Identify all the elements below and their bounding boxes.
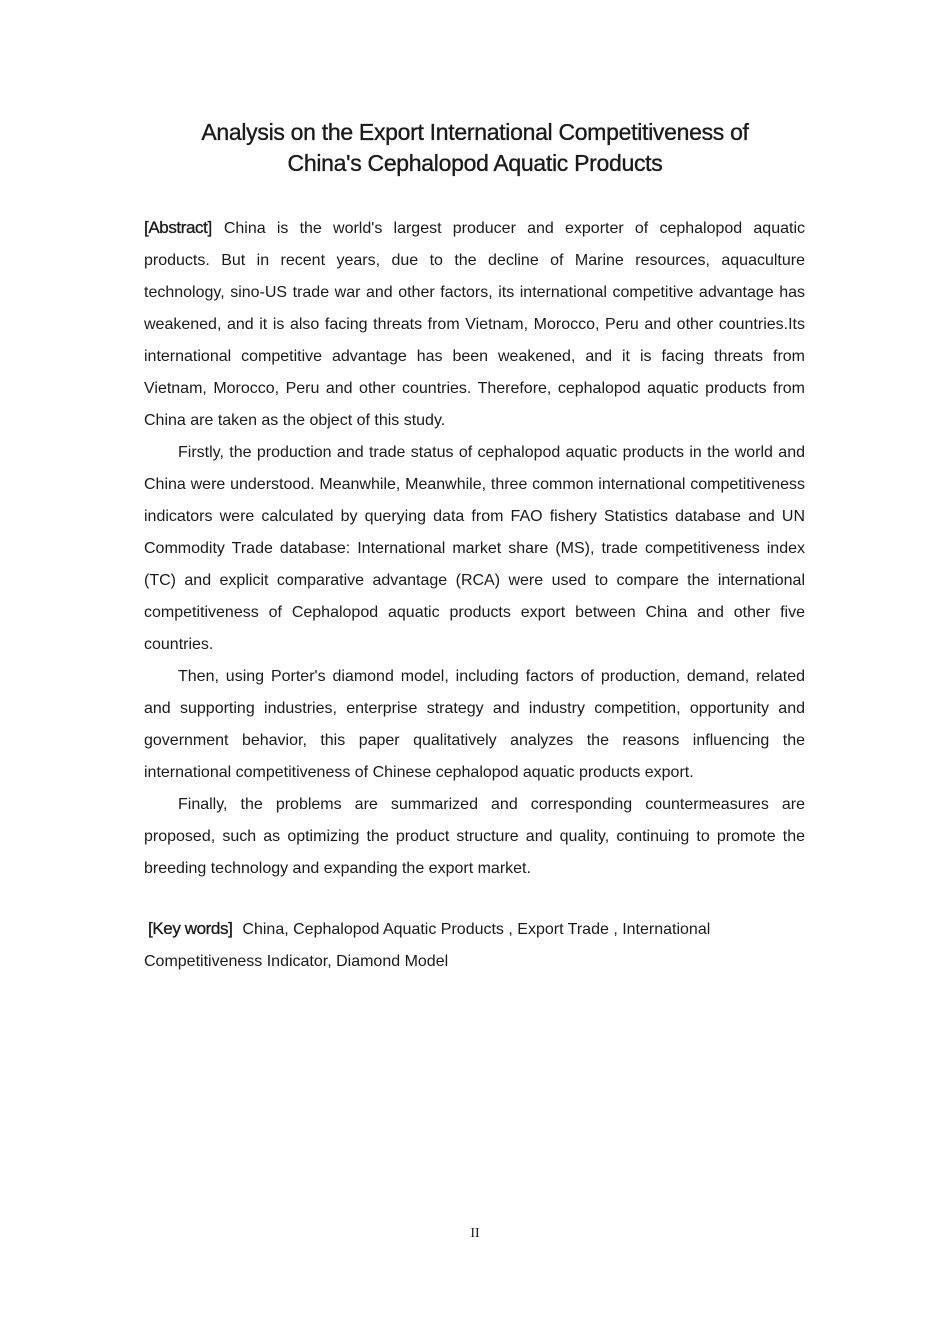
keywords-text: China, Cephalopod Aquatic Products , Export Trade , International Competitiveness Indicator, Diamond Model	[144, 921, 711, 970]
abstract-paragraph-4: Finally, the problems are summarized and corresponding countermeasures are proposed, such as optimizing the product structure and quality, continuing to promote the breeding technology and expanding the export market.	[144, 796, 805, 877]
abstract-label: [Abstract]	[144, 218, 212, 237]
abstract-paragraph-1	[144, 212, 805, 437]
title-line-2: China's Cephalopod Aquatic Products	[287, 150, 663, 176]
abstract-paragraph-2: Firstly, the production and trade status of cephalopod aquatic products in the world and China were understood. Meanwhile, Meanwhile, three common international competitiveness indicators were calculated by querying data from FAO fishery Statistics database and UN Commodity Trade database: International market share (MS), trade competitiveness index (TC) and explicit comparative advantage (RCA) were used to compare the international competitiveness of Cephalopod aquatic products export between China and other five countries.	[144, 444, 805, 653]
abstract-paragraph-3: Then, using Porter's diamond model, including factors of production, demand, related and supporting industries, enterprise strategy and industry competition, opportunity and government behavior, this paper qualitatively analyzes the reasons influencing the international competitiveness of Chinese cephalopod aquatic products export.	[144, 668, 805, 781]
page-number: II	[470, 1226, 480, 1241]
paper-title	[100, 117, 850, 179]
keywords-section	[144, 913, 805, 978]
abstract-section	[144, 212, 805, 885]
title-line-1: Analysis on the Export International Competitiveness of	[201, 119, 749, 145]
abstract-paragraph-1-text: China is the world's largest producer and exporter of cephalopod aquatic products. But in recent years, due to the decline of Marine resources, aquaculture technology, sino-US trade war and other factors, its international competitive advantage has weakened, and it is also facing threats from Vietnam, Morocco, Peru and other countries.Its international competitive advantage has been weakened, and it is facing threats from Vietnam, Morocco, Peru and other countries. Therefore, cephalopod aquatic products from China are taken as the object of this study.	[144, 220, 805, 429]
keywords-label: [Key words]	[148, 919, 233, 938]
